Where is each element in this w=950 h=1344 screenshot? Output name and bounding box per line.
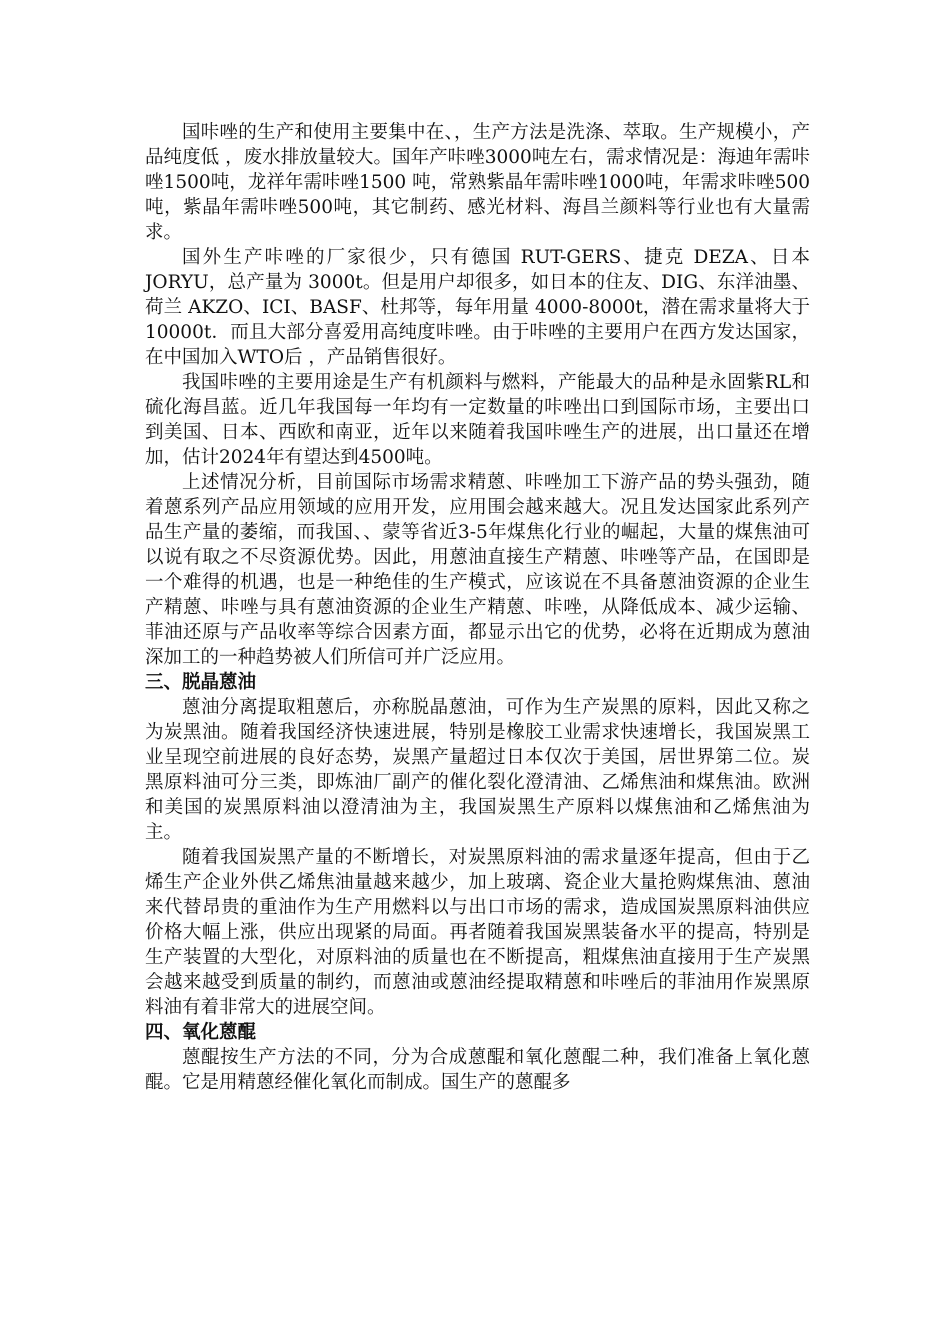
section-heading-3: 三、脱晶蒽油 [145, 672, 257, 693]
paragraph-carbazole-uses: 我国咔唑的主要用途是生产有机颜料与燃料，产能最大的品种是永固紫RL和硫化海昌蓝。近几年我国每一年均有一定数量的咔唑出口到国际市场，主要出口到美国、日本、西欧和南亚，近年以来随着我国咔唑生产的进展，出口量还在增加，估计2024年有望达到4500吨。 [145, 372, 810, 468]
paragraph-carbon-black-demand: 随着我国炭黑产量的不断增长，对炭黑原料油的需求量逐年提高，但由于乙烯生产企业外供乙烯焦油量越来越少，加上玻璃、瓷企业大量抢购煤焦油、蒽油来代替昂贵的重油作为生产用燃料以与出口市场的需求，造成国炭黑原料油供应价格大幅上涨，供应出现紧的局面。再者随着我国炭黑装备水平的提高，特别是生产装置的大型化，对原料油的质量也在不断提高，粗煤焦油直接用于生产炭黑会越来越受到质量的制约，而蒽油或蒽油经提取精蒽和咔唑后的菲油用作炭黑原料油有着非常大的进展空间。 [145, 847, 810, 1018]
paragraph-carbazole-domestic: 国咔唑的生产和使用主要集中在、，生产方法是洗涤、萃取。生产规模小，产品纯度低 ，废水排放量较大。国年产咔唑3000吨左右，需求情况是：海迪年需咔唑1500吨，龙祥年需咔唑1500 吨，常熟紫晶年需咔唑1000吨，年需求咔唑500吨，紫晶年需咔唑500吨，其它制药、感光材料、海昌兰颜料等行业也有大量需求。 [145, 122, 810, 243]
document-body [145, 120, 810, 1095]
paragraph-decrystallized-oil: 蒽油分离提取粗蒽后，亦称脱晶蒽油，可作为生产炭黑的原料，因此又称之为炭黑油。随着我国经济快速进展，特别是橡胶工业需求快速增长，我国炭黑工业呈现空前进展的良好态势，炭黑产量超过日本仅次于美国，居世界第二位。炭黑原料油可分三类，即炼油厂副产的催化裂化澄清油、乙烯焦油和煤焦油。欧洲和美国的炭黑原料油以澄清油为主，我国炭黑生产原料以煤焦油和乙烯焦油为主。 [145, 697, 810, 843]
paragraph-anthraquinone: 蒽醌按生产方法的不同，分为合成蒽醌和氧化蒽醌二种，我们准备上氧化蒽醌。它是用精蒽经催化氧化而制成。国生产的蒽醌多 [145, 1047, 810, 1093]
paragraph-carbazole-foreign: 国外生产咔唑的厂家很少，只有德国 RUT-GERS、捷克 DEZA、日本 JORYU，总产量为 3000t。但是用户却很多，如日本的住友、DIG、东洋油墨、荷兰 AKZO、ICI、BASF、杜邦等，每年用量 4000-8000t，潜在需求量将大于 10000t．而且大部分喜爱用高纯度咔唑。由于咔唑的主要用户在西方发达国家，在中国加入WTO后 ，产品销售很好。 [145, 247, 810, 368]
paragraph-market-analysis: 上述情况分析，目前国际市场需求精蒽、咔唑加工下游产品的势头强劲，随着蒽系列产品应用领域的应用开发，应用围会越来越大。况且发达国家此系列产品生产量的萎缩，而我国、、蒙等省近3-5年煤焦化行业的崛起，大量的煤焦油可以说有取之不尽资源优势。因此，用蒽油直接生产精蒽、咔唑等产品，在国即是一个难得的机遇，也是一种绝佳的生产模式，应该说在不具备蒽油资源的企业生产精蒽、咔唑与具有蒽油资源的企业生产精蒽、咔唑，从降低成本、减少运输、菲油还原与产品收率等综合因素方面，都显示出它的优势，必将在近期成为蒽油深加工的一种趋势被人们所信可并广泛应用。 [145, 472, 810, 668]
section-heading-4: 四、氧化蒽醌 [145, 1022, 257, 1043]
